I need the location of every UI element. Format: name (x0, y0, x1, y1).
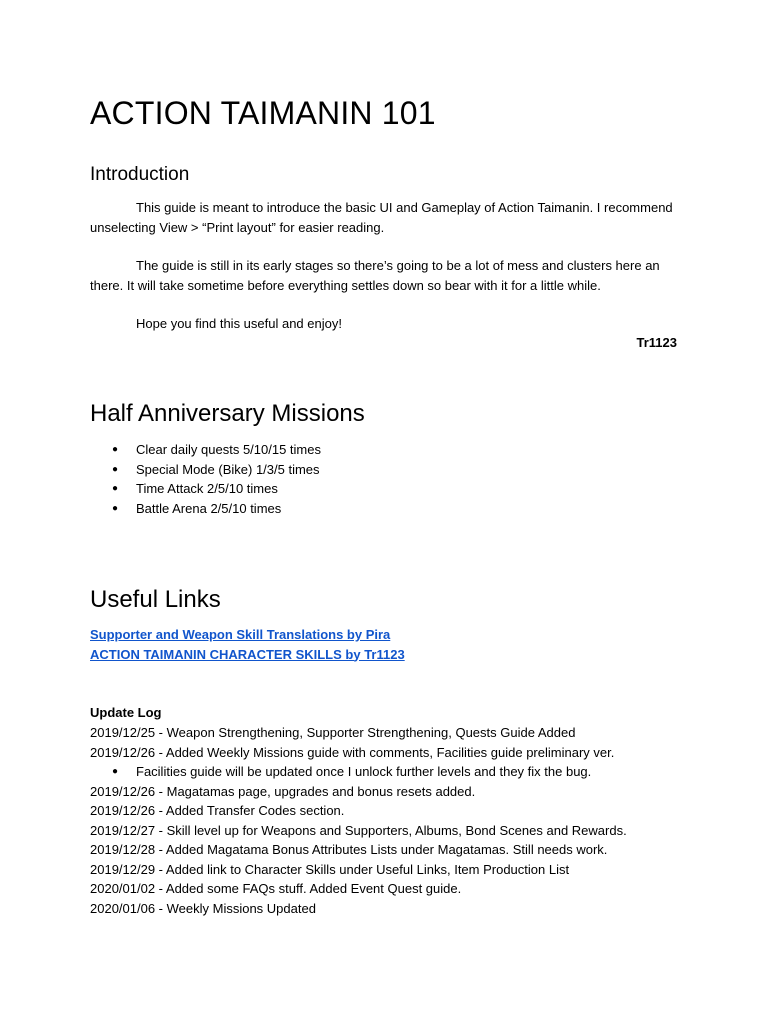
bullet-icon: ● (112, 483, 119, 494)
log-entry: 2019/12/26 - Added Transfer Codes section. (90, 803, 345, 818)
list-item: ● Battle Arena 2/5/10 times (90, 499, 321, 519)
intro-paragraph-2: The guide is still in its early stages so there’s going to be a lot of mess and clusters here an there. It will take sometime before everything settles down so bear with it for a little while. (90, 258, 660, 293)
log-entry: 2019/12/25 - Weapon Strengthening, Supporter Strengthening, Quests Guide Added (90, 725, 576, 740)
author-signature: Tr1123 (636, 335, 677, 350)
bullet-icon: ● (112, 444, 119, 455)
log-entry: 2020/01/02 - Added some FAQs stuff. Added Event Quest guide. (90, 881, 462, 896)
log-entry: 2019/12/27 - Skill level up for Weapons and Supporters, Albums, Bond Scenes and Rewards. (90, 822, 627, 838)
bullet-icon: ● (112, 502, 119, 514)
list-item: ● Clear daily quests 5/10/15 times (90, 440, 321, 460)
log-entry: 2019/12/29 - Added link to Character Skills under Useful Links, Item Production List (90, 861, 570, 877)
log-entry: 2019/12/28 - Added Magatama Bonus Attributes Lists under Magatamas. Still needs work. (90, 842, 608, 857)
link-skill-translations[interactable]: Supporter and Weapon Skill Translations by Pira (90, 627, 391, 642)
update-log-list (90, 723, 627, 918)
introduction-heading: Introduction (90, 164, 190, 185)
intro-paragraph-3: Hope you find this useful and enjoy! (136, 316, 342, 331)
list-item: ● Special Mode (Bike) 1/3/5 times (90, 460, 321, 480)
intro-paragraph-1: This guide is meant to introduce the basic UI and Gameplay of Action Taimanin. I recommend unselecting View > “Print layout” for easier reading. (90, 200, 673, 235)
useful-links-list (90, 625, 405, 664)
half-anniversary-heading: Half Anniversary Missions (90, 400, 365, 427)
link-character-skills[interactable]: ACTION TAIMANIN CHARACTER SKILLS by Tr1123 (90, 646, 405, 662)
document-page (90, 0, 690, 1024)
document-title: ACTION TAIMANIN 101 (90, 95, 436, 131)
bullet-icon: ● (112, 463, 119, 475)
log-entry: 2020/01/06 - Weekly Missions Updated (90, 900, 316, 916)
half-anniversary-list (90, 440, 321, 518)
bullet-icon: ● (112, 766, 119, 777)
list-item: ● Time Attack 2/5/10 times (90, 479, 321, 499)
update-log-heading: Update Log (90, 705, 162, 720)
useful-links-heading: Useful Links (90, 586, 221, 613)
log-entry: 2019/12/26 - Added Weekly Missions guide with comments, Facilities guide preliminary ver. (90, 744, 615, 760)
log-entry: 2019/12/26 - Magatamas page, upgrades and bonus resets added. (90, 783, 476, 799)
log-sub-entry: ● Facilities guide will be updated once I unlock further levels and they fix the bug. (90, 762, 627, 782)
